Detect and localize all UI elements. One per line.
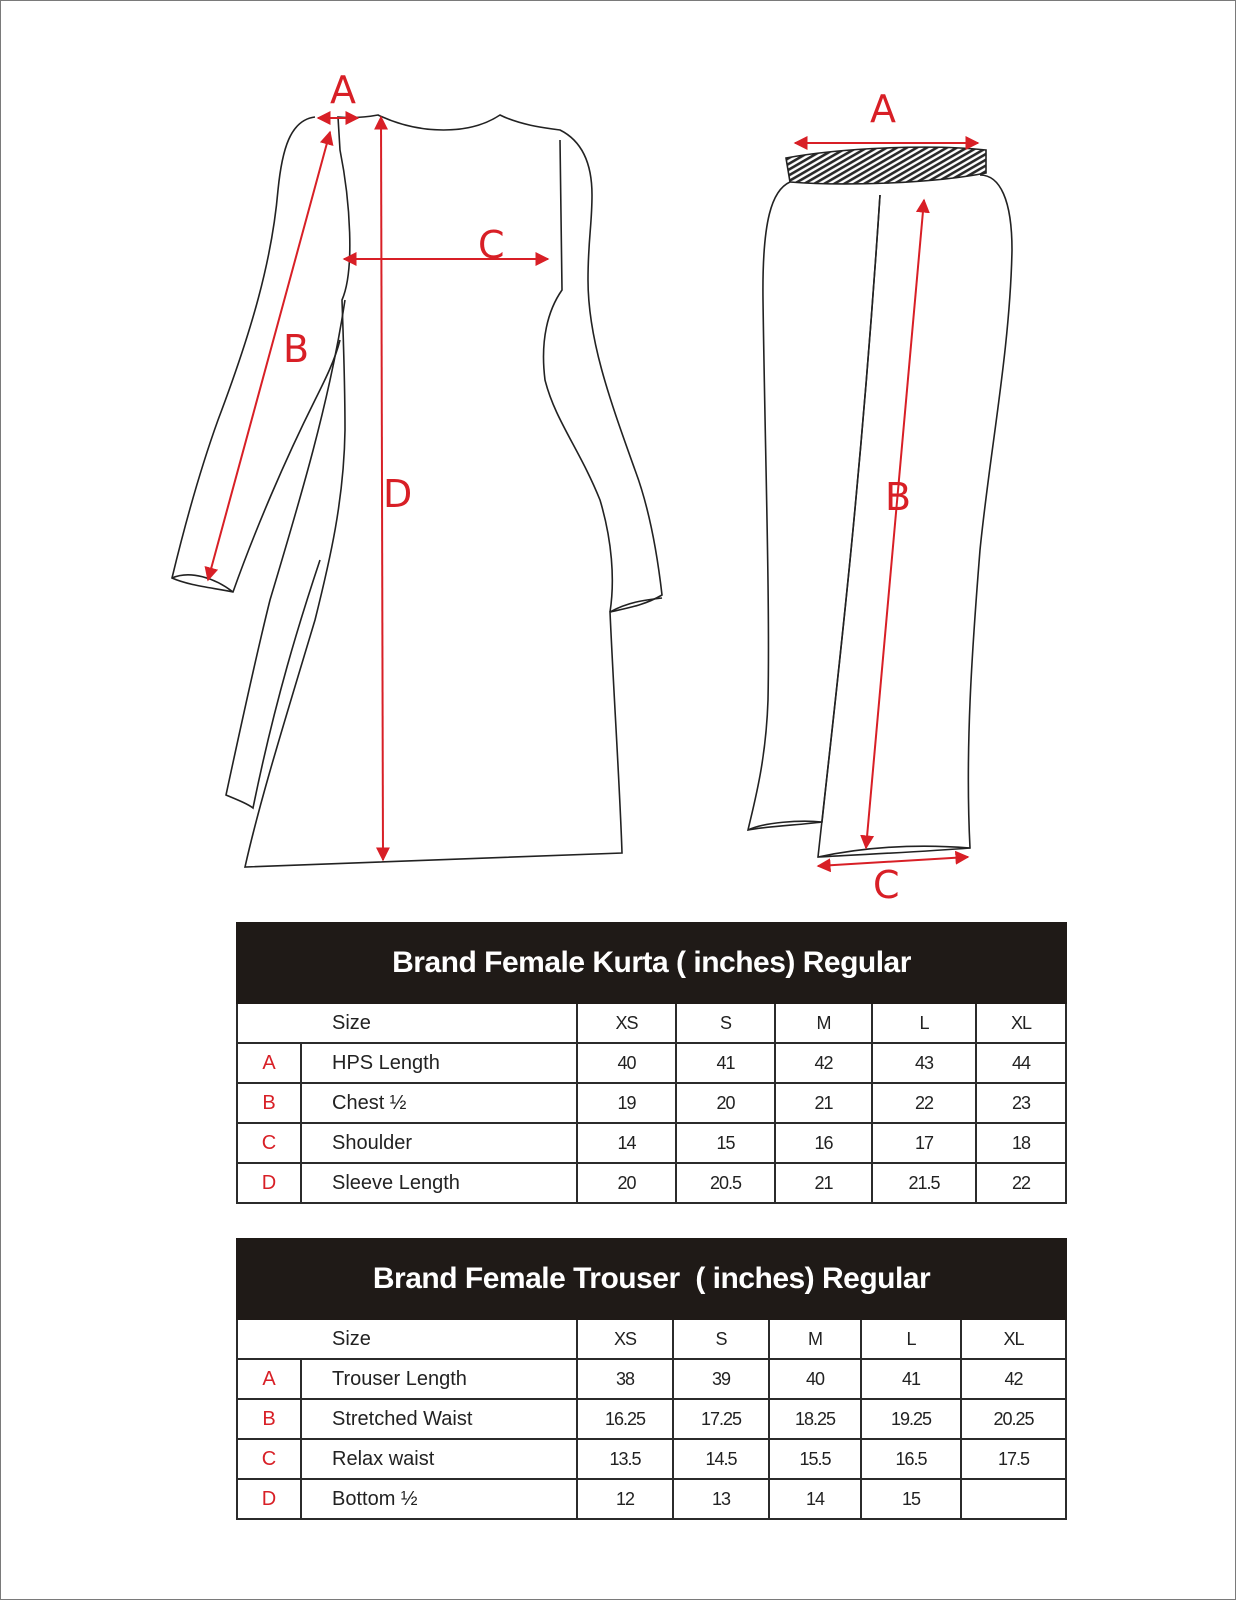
measure-value: 17.25 [673,1399,769,1439]
measure-label: Sleeve Length [301,1163,577,1203]
measure-value: 15 [861,1479,961,1519]
measure-value: 12 [577,1479,673,1519]
size-s: S [676,1003,775,1043]
trouser-label-A: A [870,87,896,131]
measure-value: 20.25 [961,1399,1066,1439]
kurta-label-C: C [478,223,505,267]
size-xs: XS [577,1319,673,1359]
measure-value: 20 [577,1163,676,1203]
measure-value: 14 [769,1479,861,1519]
trouser-drawing [748,147,1012,857]
table-row [237,1359,1066,1399]
measure-value: 44 [976,1043,1066,1083]
kurta-label-A: A [330,68,356,112]
trouser-left-leg [748,182,880,830]
table-row [237,1123,1066,1163]
size-header-row [237,1003,1066,1043]
measure-value: 38 [577,1359,673,1399]
measure-value: 41 [676,1043,775,1083]
measure-code: D [237,1163,301,1203]
trouser-waistband [786,147,986,184]
measure-code: C [237,1439,301,1479]
measure-value: 20 [676,1083,775,1123]
measure-value: 13.5 [577,1439,673,1479]
measure-value: 19 [577,1083,676,1123]
measure-value: 23 [976,1083,1066,1123]
size-s: S [673,1319,769,1359]
measure-value: 15.5 [769,1439,861,1479]
measure-value: 15 [676,1123,775,1163]
measure-value: 20.5 [676,1163,775,1203]
size-header-row [237,1319,1066,1359]
trouser-table-title: Brand Female Trouser ( inches) Regular [237,1239,1066,1319]
measure-value: 21 [775,1163,872,1203]
dim-line-B [208,132,330,580]
kurta-size-table [236,922,1067,1204]
measure-code: D [237,1479,301,1519]
measure-value: 17 [872,1123,976,1163]
size-xl: XL [961,1319,1066,1359]
measure-value: 16.25 [577,1399,673,1439]
measure-label: Bottom ½ [301,1479,577,1519]
measure-value: 40 [577,1043,676,1083]
measure-value: 14 [577,1123,676,1163]
measure-value: 40 [769,1359,861,1399]
trouser-right-leg [818,175,1012,857]
trouser-label-C: C [873,863,900,900]
measure-value: 22 [976,1163,1066,1203]
size-header-label: Size [237,1003,577,1043]
measure-value: 13 [673,1479,769,1519]
measure-value: 22 [872,1083,976,1123]
measure-value: 18 [976,1123,1066,1163]
kurta-table-title: Brand Female Kurta ( inches) Regular [237,923,1066,1003]
kurta-label-B: B [283,327,310,371]
measure-value: 14.5 [673,1439,769,1479]
measure-label: Stretched Waist [301,1399,577,1439]
measure-value: 43 [872,1043,976,1083]
size-header-label: Size [237,1319,577,1359]
measure-value: 17.5 [961,1439,1066,1479]
measure-label: Chest ½ [301,1083,577,1123]
trouser-label-B: B [885,475,912,519]
size-xl: XL [976,1003,1066,1043]
measure-value: 41 [861,1359,961,1399]
measure-value: 21 [775,1083,872,1123]
measure-label: Trouser Length [301,1359,577,1399]
kurta-body [245,115,662,867]
table-row [237,1083,1066,1123]
measure-code: C [237,1123,301,1163]
size-m: M [775,1003,872,1043]
measure-value: 42 [775,1043,872,1083]
measure-value: 16 [775,1123,872,1163]
size-xs: XS [577,1003,676,1043]
measure-value: 19.25 [861,1399,961,1439]
measure-code: B [237,1083,301,1123]
trouser-dim-line-B [866,200,924,848]
measure-label: Shoulder [301,1123,577,1163]
measure-value [961,1479,1066,1519]
measure-code: B [237,1399,301,1439]
measure-label: Relax waist [301,1439,577,1479]
kurta-label-D: D [383,472,413,516]
measure-code: A [237,1043,301,1083]
table-row [237,1163,1066,1203]
measure-value: 39 [673,1359,769,1399]
size-m: M [769,1319,861,1359]
measure-value: 18.25 [769,1399,861,1439]
table-row [237,1399,1066,1439]
trouser-size-table [236,1238,1067,1520]
size-l: L [872,1003,976,1043]
measure-label: HPS Length [301,1043,577,1083]
measure-value: 42 [961,1359,1066,1399]
measure-value: 16.5 [861,1439,961,1479]
table-row [237,1043,1066,1083]
kurta-drawing [172,115,662,867]
table-row [237,1479,1066,1519]
size-l: L [861,1319,961,1359]
measure-value: 21.5 [872,1163,976,1203]
table-row [237,1439,1066,1479]
measure-code: A [237,1359,301,1399]
